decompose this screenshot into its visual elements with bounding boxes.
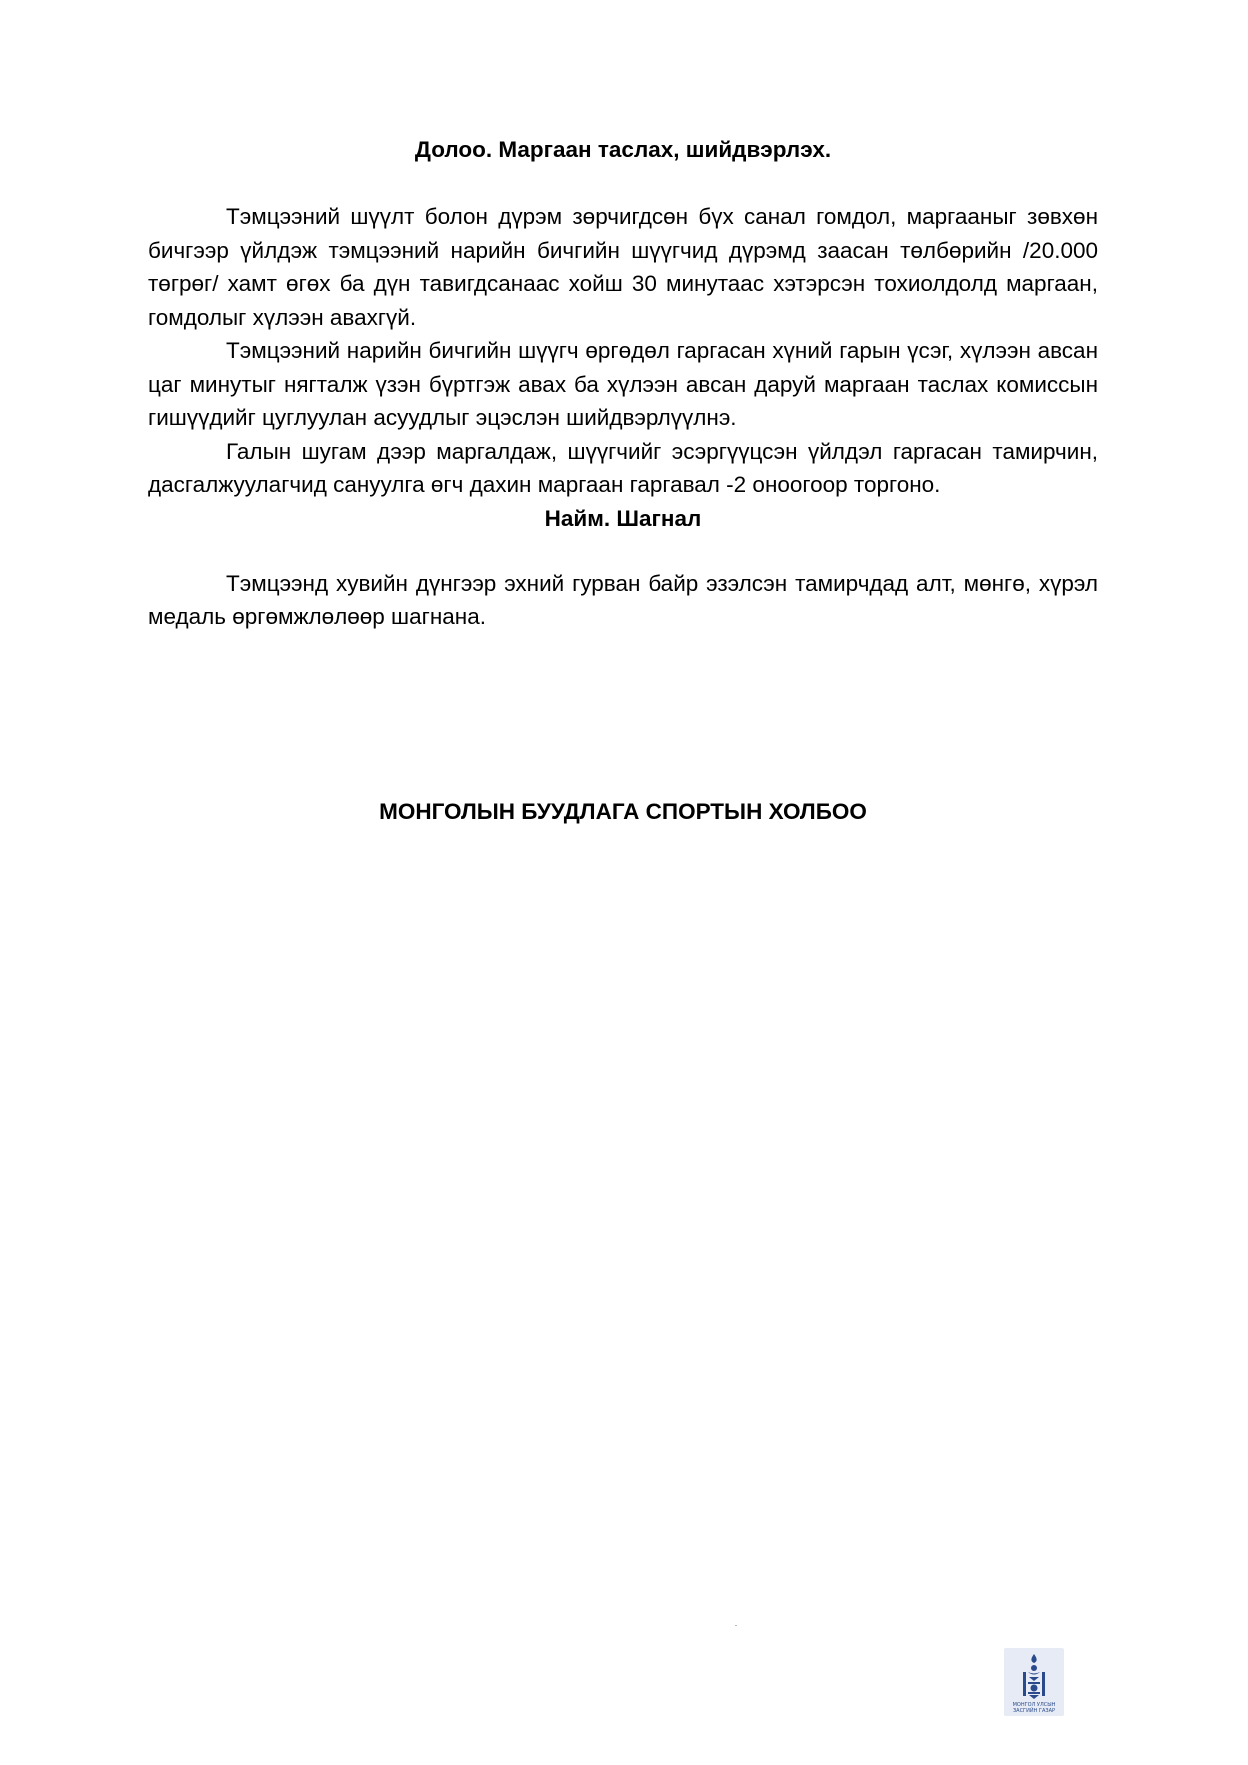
- section-seven-paragraph-2: Тэмцээний нарийн бичгийн шүүгч өргөдөл гаргасан хүний гарын үсэг, хүлээн авсан цаг минутыг нягталж үзэн бүртгэж авах ба хүлээн авсан даруй маргаан таслах комиссын гишүүдийг цуглуулан асуудлыг эцэслэн шийдвэрлүүлнэ.: [148, 338, 1098, 430]
- organization-signature: МОНГОЛЫН БУУДЛАГА СПОРТЫН ХОЛБОО: [379, 799, 867, 824]
- soyombo-emblem-icon: [1004, 1648, 1064, 1716]
- section-seven-heading: Долоо. Маргаан таслах, шийдвэрлэх.: [414, 137, 832, 162]
- section-seven-paragraph-3: Галын шугам дээр маргалдаж, шүүгчийг эсэргүүцсэн үйлдэл гаргасан тамирчин, дасгалжуулагчид сануулга өгч дахин маргаан гаргавал -2 оноогоор торгоно.: [148, 438, 1098, 497]
- section-eight-paragraph-1: Тэмцээнд хувийн дүнгээр эхний гурван байр эзэлсэн тамирчдад алт, мөнгө, хүрэл медаль өргөмжлөлөөр шагнана.: [148, 570, 1098, 629]
- section-seven-paragraph-1: Тэмцээний шүүлт болон дүрэм зөрчигдсөн бүх санал гомдол, маргааныг зөвхөн бичгээр үйлдэж тэмцээний нарийн бичгийн шүүгчид дүрэмд заасан төлбөрийн /20.000 төгрөг/ хамт өгөх ба дүн тавигдсанаас хойш 30 минутаас хэтэрсэн тохиолдолд маргаан, гомдолыг хүлээн авахгүй.: [148, 204, 1098, 330]
- watermark-caption-2: ЗАСГИЙН ГАЗАР: [1012, 1708, 1056, 1714]
- scan-speck: [735, 1625, 737, 1626]
- section-eight-heading: Найм. Шагнал: [544, 505, 702, 531]
- government-watermark: [1004, 1648, 1064, 1716]
- document-body: [148, 133, 1098, 634]
- watermark-caption-1: МОНГОЛ УЛСЫН: [1012, 1702, 1056, 1708]
